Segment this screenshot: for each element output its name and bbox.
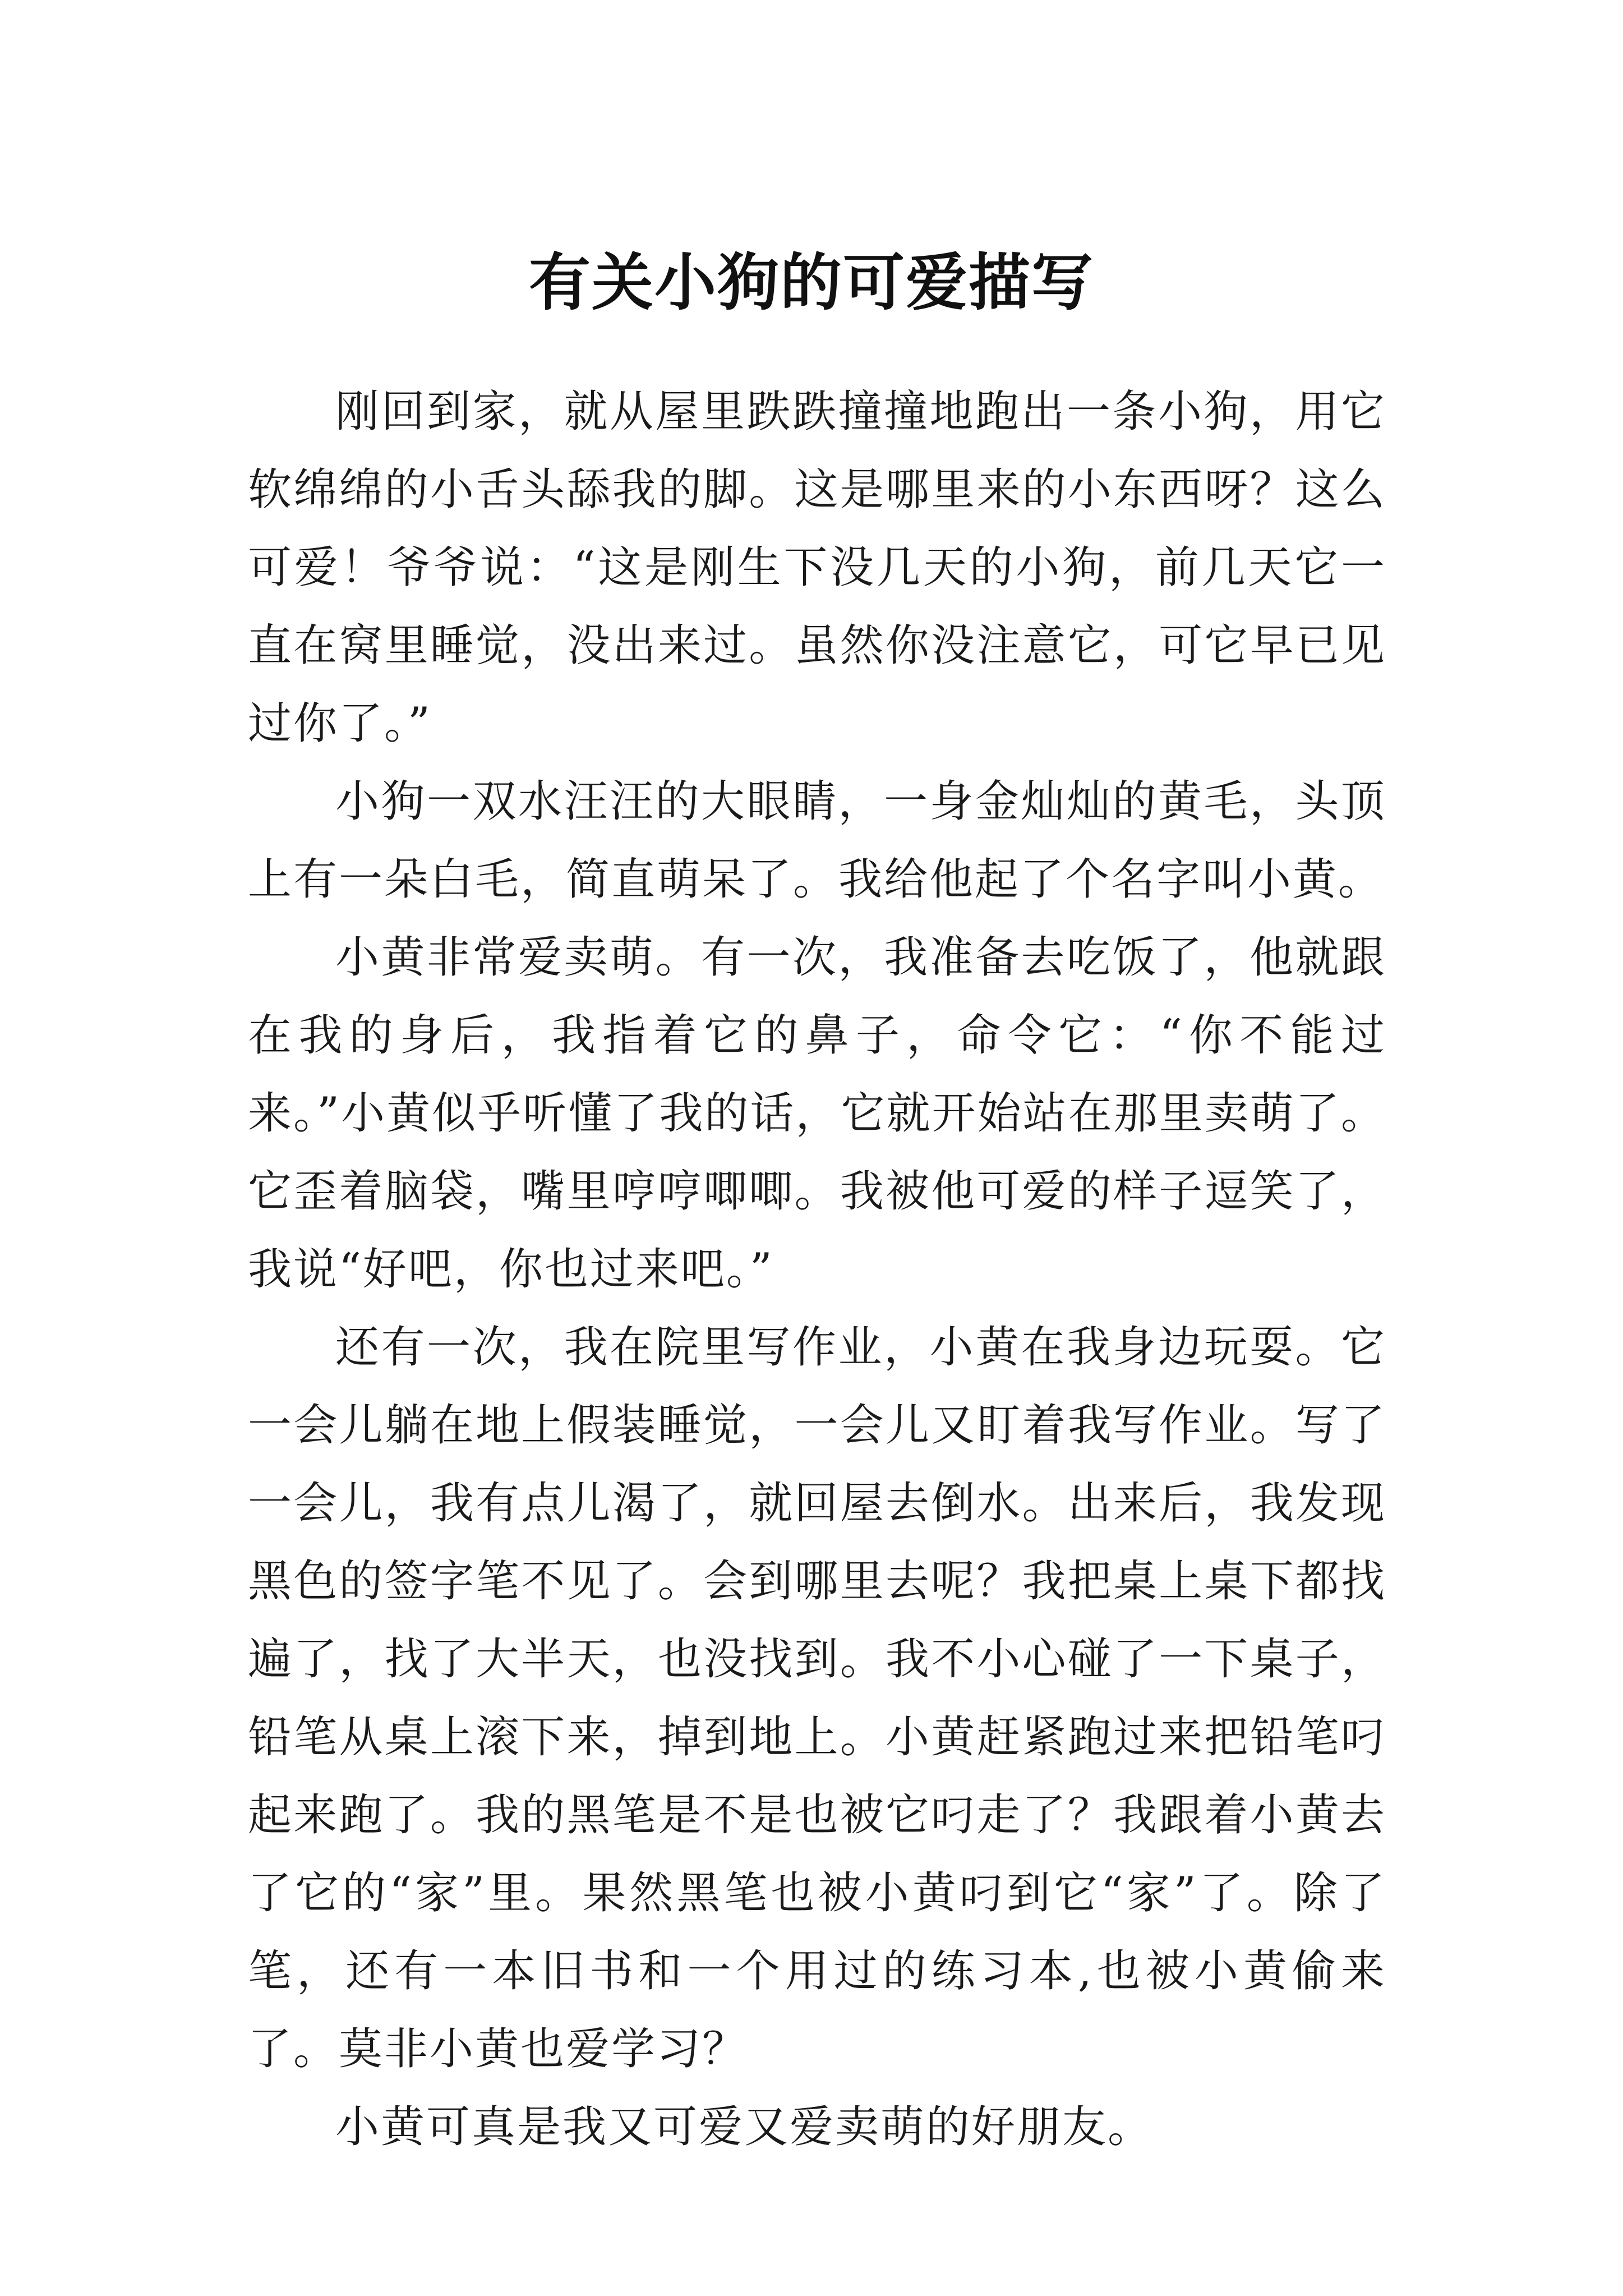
paragraph: 刚回到家，就从屋里跌跌撞撞地跑出一条小狗，用它软绵绵的小舌头舔我的脚。这是哪里来的小东西呀？这么可爱！爷爷说：“这是刚生下没几天的小狗，前几天它一直在窝里睡觉，没出来过。虽然你没注意它，可它早已见过你了。” xyxy=(248,386,1386,749)
document-body xyxy=(248,373,1386,2166)
paragraph: 小狗一双水汪汪的大眼睛，一身金灿灿的黄毛，头顶上有一朵白毛，简直萌呆了。我给他起了个名字叫小黄。 xyxy=(248,776,1386,905)
paragraph: 小黄非常爱卖萌。有一次，我准备去吃饭了，他就跟在我的身后，我指着它的鼻子，命令它：“你不能过来。”小黄似乎听懂了我的话，它就开始站在那里卖萌了。它歪着脑袋，嘴里哼哼唧唧。我被他可爱的样子逗笑了，我说“好吧，你也过来吧。” xyxy=(248,932,1386,1295)
paragraph: 还有一次，我在院里写作业，小黄在我身边玩耍。它一会儿躺在地上假装睡觉，一会儿又盯着我写作业。写了一会儿，我有点儿渴了，就回屋去倒水。出来后，我发现黑色的签字笔不见了。会到哪里去呢？我把桌上桌下都找遍了，找了大半天，也没找到。我不小心碰了一下桌子，铅笔从桌上滚下来，掉到地上。小黄赶紧跑过来把铅笔叼起来跑了。我的黑笔是不是也被它叼走了？我跟着小黄去了它的“家”里。果然黑笔也被小黄叼到它“家”了。除了笔，还有一本旧书和一个用过的练习本,也被小黄偷来了。莫非小黄也爱学习？ xyxy=(248,1322,1386,2074)
paragraph: 小黄可真是我又可爱又爱卖萌的好朋友。 xyxy=(335,2102,1154,2152)
document-title: 有关小狗的可爱描写 xyxy=(529,246,1094,319)
